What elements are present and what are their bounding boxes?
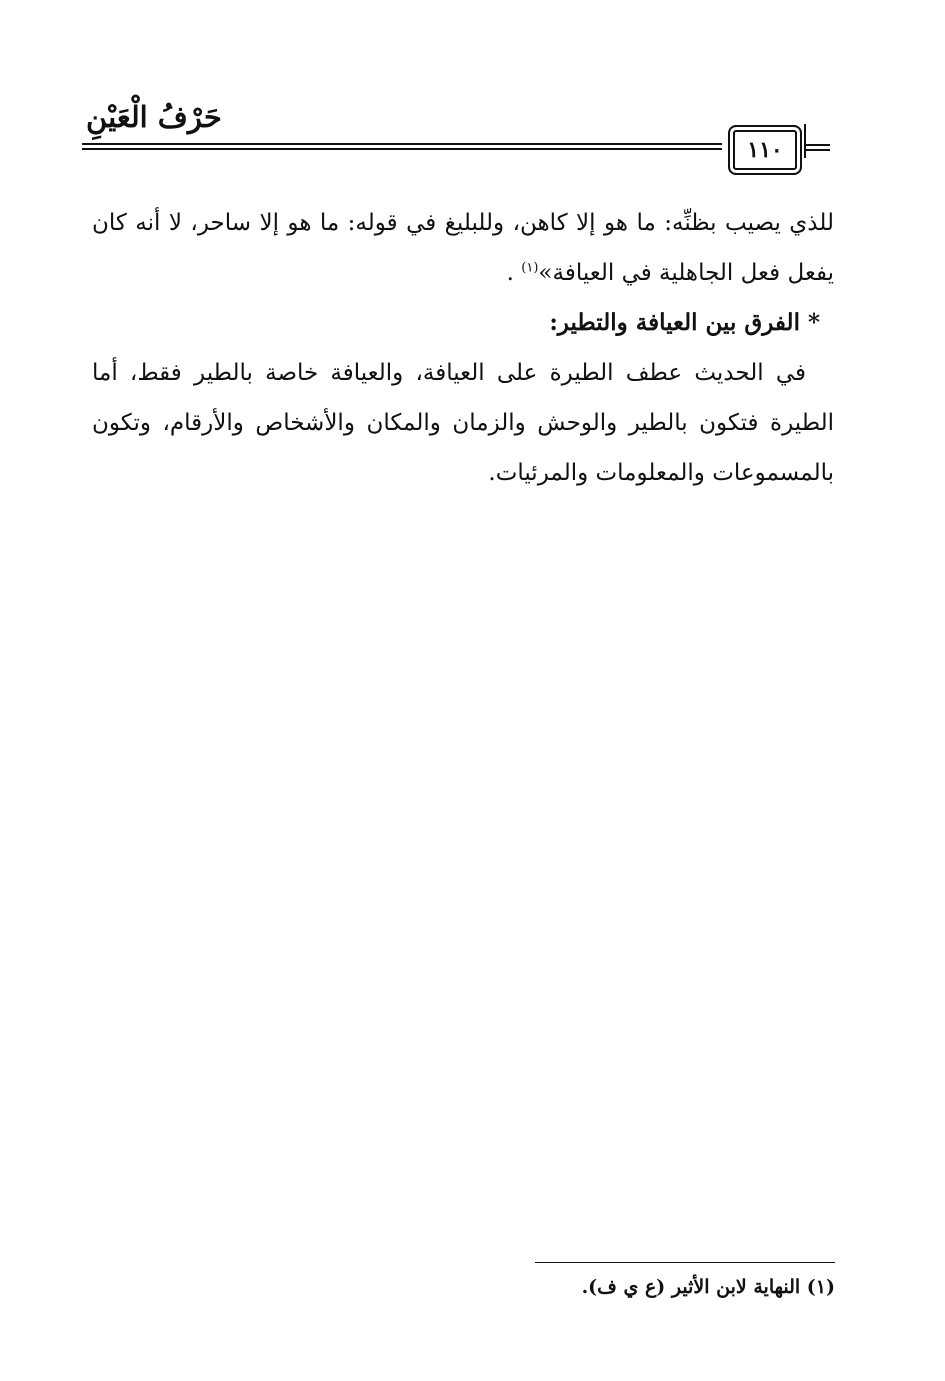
page-number: ١١٠ <box>747 137 783 163</box>
footnote-1: (١) النهاية لابن الأثير (ع ي ف). <box>581 1276 835 1298</box>
page-number-frame <box>728 125 802 175</box>
header-ornament-bar-bottom <box>804 149 830 151</box>
page-header <box>82 100 835 180</box>
paragraph-1-end: . <box>506 260 522 286</box>
header-rule-bottom <box>82 148 722 150</box>
footnote-ref-1: (١) <box>521 260 539 276</box>
section-subheading: * الفرق بين العيافة والتطير: <box>549 309 820 336</box>
chapter-title: حَرْفُ الْعَيْنِ <box>86 100 222 134</box>
header-rule-top <box>82 143 722 145</box>
header-ornament-bar-top <box>804 144 830 146</box>
header-ornament-stem <box>804 124 806 158</box>
header-ornament <box>804 138 834 152</box>
paragraph-1-text: للذي يصيب بظنِّه: ما هو إلا كاهن، وللبليغ في قوله: ما هو إلا ساحر، لا أنه كان يفعل فعل الجاهلية في العيافة» <box>92 210 834 286</box>
paragraph-2: في الحديث عطف الطيرة على العيافة، والعيافة خاصة بالطير فقط، أما الطيرة فتكون بالطير والوحش والزمان والمكان والأشخاص والأرقام، وتكون بالمسموعات والمعلومات والمرئيات. <box>92 360 834 486</box>
footnote-separator <box>535 1262 835 1263</box>
paragraph-continuation <box>92 198 834 298</box>
main-text <box>92 198 834 498</box>
